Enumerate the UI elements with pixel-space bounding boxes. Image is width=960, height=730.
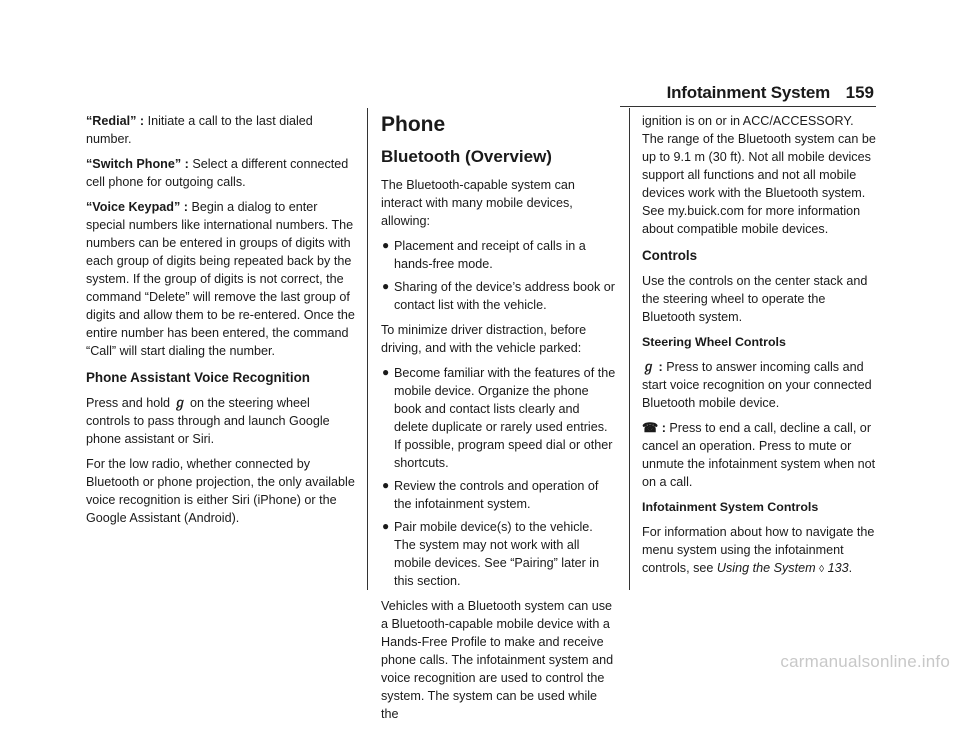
bullet-icon: ● xyxy=(382,365,390,379)
controls-paragraph: Use the controls on the center stack and the steering wheel to operate the Bluetooth system. xyxy=(642,274,868,324)
bluetooth-intro: The Bluetooth-capable system can interact with many mobile devices, allowing: xyxy=(381,178,575,228)
column-2 xyxy=(381,112,617,730)
bullet-icon: ● xyxy=(382,279,390,293)
header-title: Infotainment System xyxy=(666,83,830,102)
end-call-paragraph: ☎ : Press to end a call, decline a call, or cancel an operation. Press to mute or unmute the infotainment system when not on a call. xyxy=(642,420,876,489)
list-item: ● Placement and receipt of calls in a hands-free mode. xyxy=(382,238,586,271)
phone-assistant-heading: Phone Assistant Voice Recognition xyxy=(86,370,310,385)
redial-term: “Redial” : xyxy=(86,114,145,128)
info-paragraph: For information about how to navigate the menu system using the infotainment controls, see Using the System ◊ 133. xyxy=(642,523,878,579)
bullet-icon: ● xyxy=(382,238,390,252)
header-rule xyxy=(620,106,876,107)
answer-call-paragraph: ℊ : Press to answer incoming calls and start voice recognition on your connected Bluetooth mobile device. xyxy=(642,359,872,410)
phone-assistant-paragraph xyxy=(86,394,356,448)
controls-heading: Controls xyxy=(642,248,698,263)
bluetooth-overview-heading: Bluetooth (Overview) xyxy=(381,147,552,166)
voice-keypad-text: Begin a dialog to enter special numbers like international numbers. The numbers can be entered in groups of digits with each group of digits being repeated back by the system. If the group of digits is not correct, the command “Delete” will remove the last group of digits and allow them to be re-entered. Once the entire number has been entered, the command “Call” will start dialing the number. xyxy=(86,200,355,358)
continued-paragraph: ignition is on or in ACC/ACCESSORY. The range of the Bluetooth system can be up to 9.1 m (30 ft). Not all mobile devices support all functions and not all mobile devices work with the Bluetooth system. See my.buick.com for more information about compatible mobile devices. xyxy=(642,114,876,236)
list-item: ● Review the controls and operation of the infotainment system. xyxy=(382,478,599,511)
redial-paragraph xyxy=(86,112,356,148)
phone-heading: Phone xyxy=(381,113,446,136)
switch-phone-paragraph xyxy=(86,155,356,191)
phone-assistant-text-a: Press and hold xyxy=(86,396,174,410)
column-1 xyxy=(86,112,356,534)
steering-wheel-controls-heading: Steering Wheel Controls xyxy=(642,335,786,349)
bullet-icon: ● xyxy=(382,519,390,533)
redial-text: Initiate a call to the last dialed number. xyxy=(86,114,313,146)
low-radio-paragraph: For the low radio, whether connected by Bluetooth or phone projection, the only available voice recognition is either Siri (iPhone) or the Google Assistant (Android). xyxy=(86,457,355,525)
page-reference-icon: ◊ xyxy=(819,564,825,575)
page-number: 159 xyxy=(845,83,874,102)
minimize-distraction-paragraph: To minimize driver distraction, before driving, and with the vehicle parked: xyxy=(381,323,587,355)
list-item: ● Pair mobile device(s) to the vehicle. The system may not work with all mobile devices. See “Pairing” later in this section. xyxy=(382,519,600,588)
voice-keypad-term: “Voice Keypad” : xyxy=(86,200,188,214)
switch-phone-term: “Switch Phone” : xyxy=(86,157,189,171)
column-3 xyxy=(642,112,878,586)
switch-phone-text: Select a different connected cell phone for outgoing calls. xyxy=(86,157,349,189)
end-call-icon: ☎ xyxy=(642,420,659,435)
answer-call-text: Press to answer incoming calls and start voice recognition on your connected Bluetooth mobile device. xyxy=(642,360,872,410)
capability-list xyxy=(381,237,617,314)
bullet-icon: ● xyxy=(382,478,390,492)
voice-recognition-icon: ℊ xyxy=(173,395,187,410)
column-divider xyxy=(629,108,630,590)
list-item: ● Sharing of the device’s address book or contact list with the vehicle. xyxy=(382,279,615,312)
voice-keypad-paragraph xyxy=(86,198,356,360)
vehicles-paragraph: Vehicles with a Bluetooth system can use a Bluetooth-capable mobile device with a Hands-Free Profile to make and receive phone calls. The infotainment system and voice recognition are used to control the system. The system can be used while the xyxy=(381,599,614,721)
watermark: carmanualsonline.info xyxy=(780,652,950,671)
list-item: ● Become familiar with the features of the mobile device. Organize the phone book and contact lists clearly and delete duplicate or rarely used entries. If possible, program speed dial or other shortcuts. xyxy=(382,365,616,470)
column-divider xyxy=(367,108,368,590)
using-the-system-link[interactable]: Using the System xyxy=(716,561,816,575)
end-call-text: Press to end a call, decline a call, or cancel an operation. Press to mute or unmute the infotainment system when not on a call. xyxy=(642,421,876,489)
infotainment-controls-heading: Infotainment System Controls xyxy=(642,500,819,514)
preparation-list xyxy=(381,364,617,590)
page-header xyxy=(620,83,876,109)
phone-assistant-text-b: on the steering wheel controls to pass through and launch Google phone assistant or Siri. xyxy=(86,396,330,446)
voice-recognition-icon: ℊ xyxy=(642,359,656,374)
page-reference[interactable]: 133 xyxy=(827,561,849,575)
